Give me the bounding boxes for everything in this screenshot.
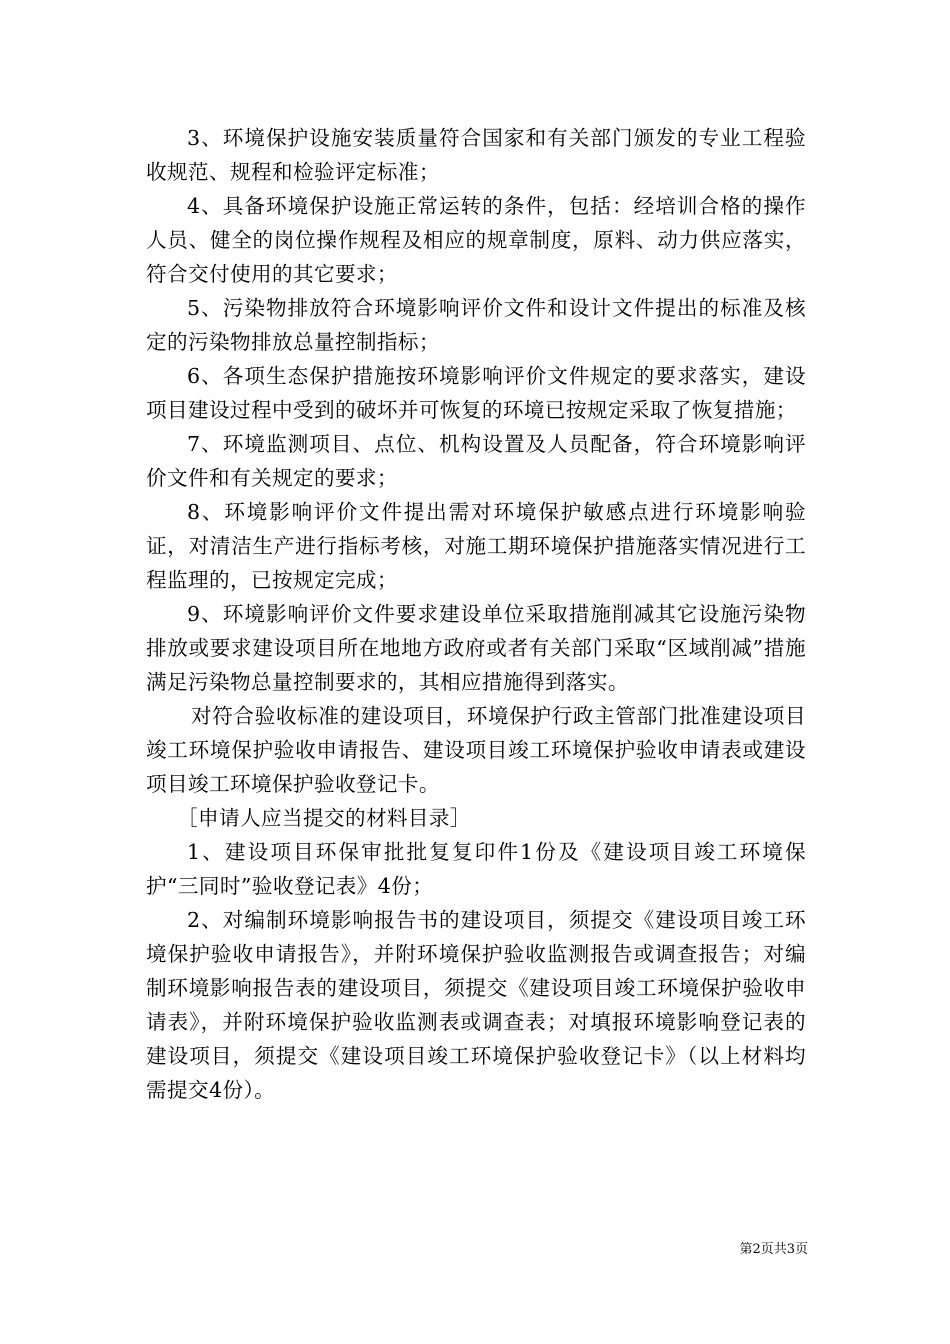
paragraph-item-9: 9、环境影响评价文件要求建设单位采取措施削减其它设施污染物排放或要求建设项目所在地地方政府或者有关部门采取“区域削减”措施满足污染物总量控制要求的，其相应措施得到落实。 <box>146 602 806 694</box>
materials-item-2: 2、对编制环境影响报告书的建设项目，须提交《建设项目竣工环境保护验收申请报告》，并附环境保护验收监测报告或调查报告；对编制环境影响报告表的建设项目，须提交《建设项目竣工环境保护验收申请表》，并附环境保护验收监测表或调查表；对填报环境影响登记表的建设项目，须提交《建设项目竣工环境保护验收登记卡》（以上材料均需提交4份）。 <box>146 908 806 1102</box>
section-heading-materials: ［申请人应当提交的材料目录］ <box>177 806 471 830</box>
paragraph-item-8: 8、环境影响评价文件提出需对环境保护敏感点进行环境影响验证，对清洁生产进行指标考核，对施工期环境保护措施落实情况进行工程监理的，已按规定完成； <box>146 500 806 592</box>
document-body <box>146 121 806 1107</box>
paragraph-approval: 对符合验收标准的建设项目，环境保护行政主管部门批准建设项目竣工环境保护验收申请报告、建设项目竣工环境保护验收申请表或建设项目竣工环境保护验收登记卡。 <box>146 704 806 796</box>
materials-item-1: 1、建设项目环保审批批复复印件1份及《建设项目竣工环境保护“三同时”验收登记表》4份； <box>146 840 806 898</box>
paragraph-item-6: 6、各项生态保护措施按环境影响评价文件规定的要求落实，建设项目建设过程中受到的破坏并可恢复的环境已按规定采取了恢复措施； <box>146 364 806 422</box>
page-number: 第2页共3页 <box>739 1242 808 1257</box>
paragraph-item-4: 4、具备环境保护设施正常运转的条件，包括：经培训合格的操作人员、健全的岗位操作规程及相应的规章制度，原料、动力供应落实，符合交付使用的其它要求； <box>146 194 806 286</box>
paragraph-item-5: 5、污染物排放符合环境影响评价文件和设计文件提出的标准及核定的污染物排放总量控制指标； <box>146 296 806 354</box>
paragraph-item-3: 3、环境保护设施安装质量符合国家和有关部门颁发的专业工程验收规范、规程和检验评定标准； <box>146 126 806 184</box>
paragraph-item-7: 7、环境监测项目、点位、机构设置及人员配备，符合环境影响评价文件和有关规定的要求； <box>146 432 806 490</box>
